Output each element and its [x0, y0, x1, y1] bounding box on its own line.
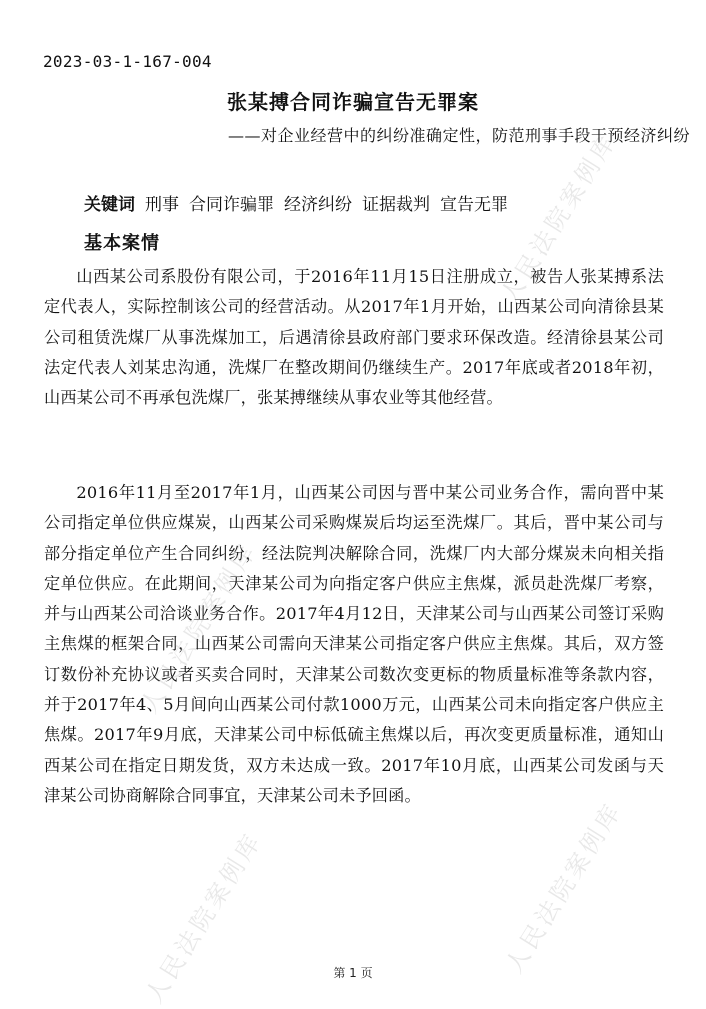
body-paragraph: 山西某公司系股份有限公司，于2016年11月15日注册成立，被告人张某搏系法定代表人，实际控制该公司的经营活动。从2017年1月开始，山西某公司向清徐县某公司租赁洗煤厂从事洗煤加工，后遇清徐县政府部门要求环保改造。经清徐县某公司法定代表人刘某忠沟通，洗煤厂在整改期间仍继续生产。2017年底或者2018年初，山西某公司不再承包洗煤厂，张某搏继续从事农业等其他经营。: [44, 267, 664, 408]
keyword-item: 证据裁判: [362, 195, 430, 215]
keyword-item: 经济纠纷: [284, 195, 352, 215]
keywords-line: [84, 190, 508, 215]
watermark: 人民法院案例库: [495, 126, 623, 309]
document-id: 2023-03-1-167-004: [43, 52, 212, 71]
watermark: 人民法院案例库: [500, 796, 628, 979]
keyword-item: 宣告无罪: [440, 195, 508, 215]
body-paragraph: 2016年11月至2017年1月，山西某公司因与晋中某公司业务合作，需向晋中某公司指定单位供应煤炭，山西某公司采购煤炭后均运至洗煤厂。其后，晋中某公司与部分指定单位产生合同纠纷，经法院判决解除合同，洗煤厂内大部分煤炭未向相关指定单位供应。在此期间，天津某公司为向指定客户供应主焦煤，派员赴洗煤厂考察，并与山西某公司洽谈业务合作。2017年4月12日，天津某公司与山西某公司签订采购主焦煤的框架合同，山西某公司需向天津某公司指定客户供应主焦煤。其后，双方签订数份补充协议或者买卖合同时，天津某公司数次变更标的物质量标准等条款内容，并于2017年4、5月间向山西某公司付款1000万元，山西某公司未向指定客户供应主焦煤。2017年9月底，天津某公司中标低硫主焦煤以后，再次变更质量标准，通知山西某公司在指定日期发货，双方未达成一致。2017年10月底，山西某公司发函与天津某公司协商解除合同事宜，天津某公司未予回函。: [44, 483, 664, 805]
page-number: 第 1 页: [333, 966, 373, 980]
keyword-item: 刑事: [145, 195, 179, 215]
case-title: 张某搏合同诈骗宣告无罪案: [227, 90, 479, 114]
watermark: 人民法院案例库: [140, 826, 268, 1009]
watermark: 人民法院案例库: [135, 536, 263, 719]
keywords-label: 关键词: [84, 195, 135, 215]
section-heading: 基本案情: [84, 233, 160, 254]
case-subtitle: ——对企业经营中的纠纷准确定性，防范刑事手段干预经济纠纷: [227, 126, 690, 145]
keyword-item: 合同诈骗罪: [189, 195, 274, 215]
